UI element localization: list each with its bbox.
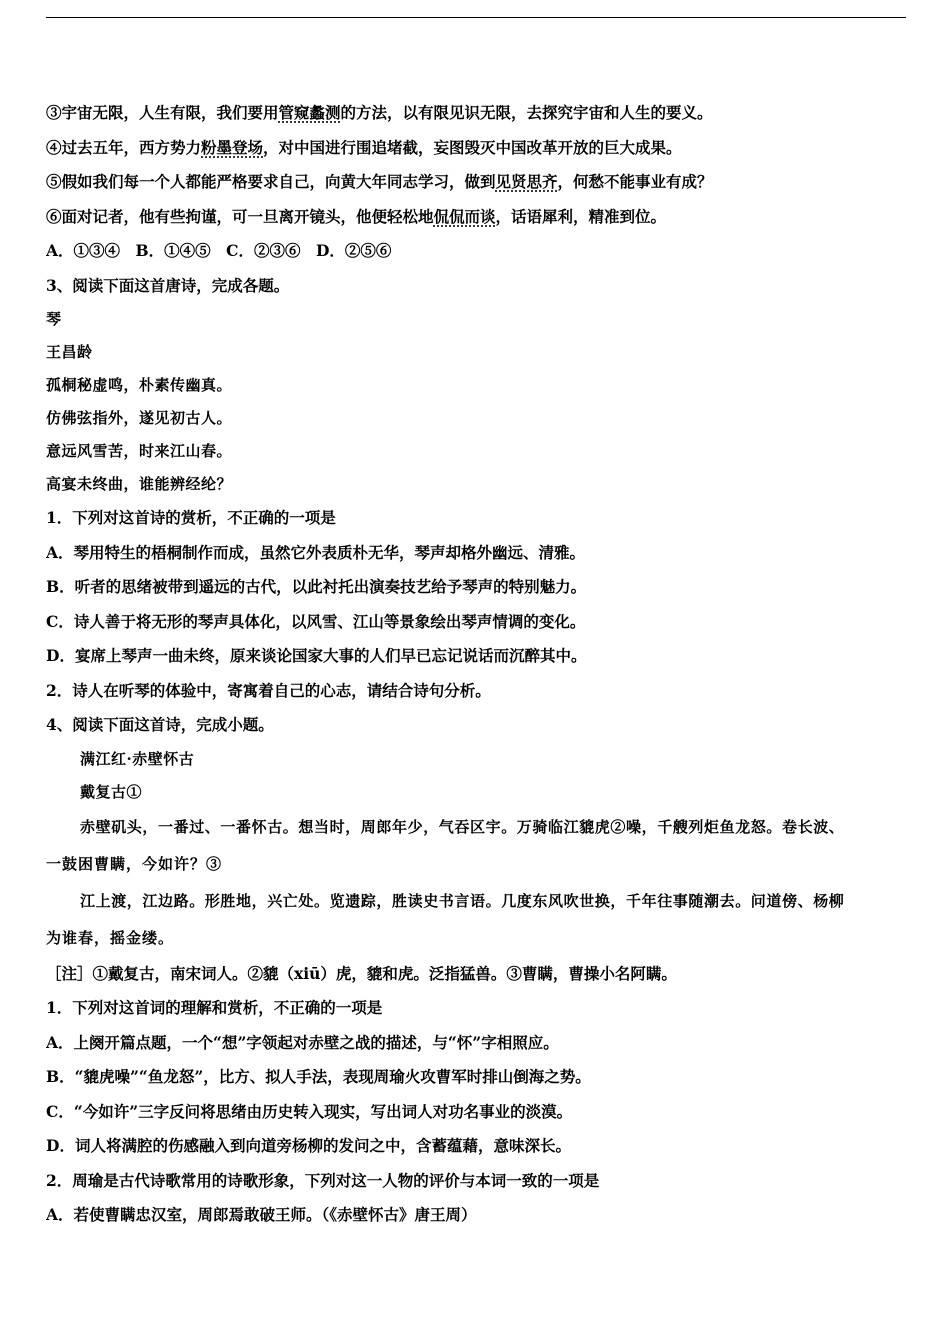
option-line-4 (46, 131, 906, 166)
text-segment: ⑥面对记者，他有些拘谨，可一旦离开镜头，他便轻松地 (46, 206, 434, 226)
ci-line: 为谁春，摇金缕。 (46, 928, 175, 947)
text-segment: ，话语犀利，精准到位。 (495, 206, 667, 226)
option-line-3 (46, 96, 906, 131)
sub-question-2: 2．周瑜是古代诗歌常用的诗歌形象，下列对这一人物的评价与本词一致的一项是 (46, 1170, 600, 1190)
choice-c: C．“今如许”三字反问将思绪由历史转入现实，写出词人对功名事业的淡漠。 (46, 1101, 573, 1121)
ci-title: 满江红·赤壁怀古 (80, 749, 195, 768)
emphasized-idiom: 粉墨登场 (201, 137, 264, 157)
text-segment: ⑤假如我们每一个人都能严格要求自己，向黄大年同志学习，做到 (46, 172, 496, 191)
sub-question-1: 1．下列对这首诗的赏析，不正确的一项是 (46, 508, 336, 527)
header-rule (46, 17, 906, 18)
choice-a: A．上阕开篇点题，一个“想”字领起对赤壁之战的描述，与“怀”字相照应。 (46, 1032, 559, 1052)
poem-line: 高宴未终曲，谁能辨经纶？ (46, 475, 233, 493)
ci-stanza-2 (46, 883, 906, 957)
poem-line: 仿佛弦指外，遂见初古人。 (46, 409, 233, 427)
text-segment: ④过去五年，西方势力 (46, 137, 202, 157)
sub-question-2: 2．诗人在听琴的体验中，寄寓着自己的心志，请结合诗句分析。 (46, 680, 491, 700)
choice-b: B．“貔虎噪”“鱼龙怒”，比方、拟人手法，表现周瑜火攻曹军时排山倒海之势。 (46, 1067, 591, 1086)
ci-line: 一鼓困曹瞒，今如许？③ (46, 854, 223, 873)
poem-line: 意远风雪苦，时来江山春。 (46, 442, 233, 460)
choice-d: D．宴席上琴声一曲未终，原来谈论国家大事的人们早已忘记说话而沉醉其中。 (46, 646, 587, 665)
text-segment: ③宇宙无限，人生有限，我们要用 (46, 103, 279, 122)
emphasized-idiom: 管窥蠡测 (278, 103, 341, 122)
choice-c: C．诗人善于将无形的琴声具体化，以风雪、江山等景象绘出琴声情调的变化。 (46, 611, 586, 631)
ci-line: 江上渡，江边路。形胜地，兴亡处。览遗踪，胜读史书言语。几度东风吹世换，千年往事随潮去。问道傍、杨柳 (80, 891, 845, 910)
choice-a: A．若使曹瞒忠汉室，周郎焉敢破王师。（《赤壁怀古》唐王周） (46, 1205, 477, 1224)
text-segment: 的方法，以有限见识无限，去探究宇宙和人生的要义。 (340, 103, 713, 122)
choice-b: B．听者的思绪被带到遥远的古代，以此衬托出演奏技艺给予琴声的特别魅力。 (46, 577, 587, 596)
document-body (46, 96, 906, 1233)
option-line-6 (46, 200, 906, 235)
poem-author: 王昌龄 (46, 343, 93, 361)
choice-d: D．词人将满腔的伤感融入到向道旁杨柳的发问之中，含蓄蕴藉，意味深长。 (46, 1136, 571, 1155)
poem-line: 孤桐秘虚鸣，朴素传幽真。 (46, 376, 233, 394)
text-segment: ，何愁不能事业有成？ (557, 172, 713, 191)
sub-question-1: 1．下列对这首词的理解和赏析，不正确的一项是 (46, 998, 383, 1017)
answer-choices: A．①③④ B．①④⑤ C．②③⑥ D．②⑤⑥ (46, 241, 392, 260)
emphasized-idiom: 侃侃而谈 (433, 206, 496, 226)
emphasized-idiom: 见贤思齐 (495, 172, 558, 191)
question-4-heading: 4、阅读下面这首诗，完成小题。 (46, 715, 274, 734)
poem-title: 琴 (46, 310, 62, 328)
ci-stanza-1 (46, 809, 906, 883)
annotation-note: ［注］①戴复古，南宋词人。②貔（xiū）虎，貔和虎。泛指猛兽。③曹瞒，曹操小名阿瞒。 (46, 963, 677, 983)
text-segment: ，对中国进行围追堵截，妄图毁灭中国改革开放的巨大成果。 (263, 137, 682, 157)
choice-a: A．琴用特生的梧桐制作而成，虽然它外表质朴无华，琴声却格外幽远、清雅。 (46, 542, 586, 562)
option-line-5 (46, 165, 906, 200)
ci-line: 赤壁矶头，一番过、一番怀古。想当时，周郎年少，气吞区宇。万骑临江貔虎②噪，千艘列炬鱼龙怒。卷长波、 (80, 817, 845, 836)
question-3-heading: 3、阅读下面这首唐诗，完成各题。 (46, 275, 290, 295)
ci-author: 戴复古① (80, 782, 143, 801)
